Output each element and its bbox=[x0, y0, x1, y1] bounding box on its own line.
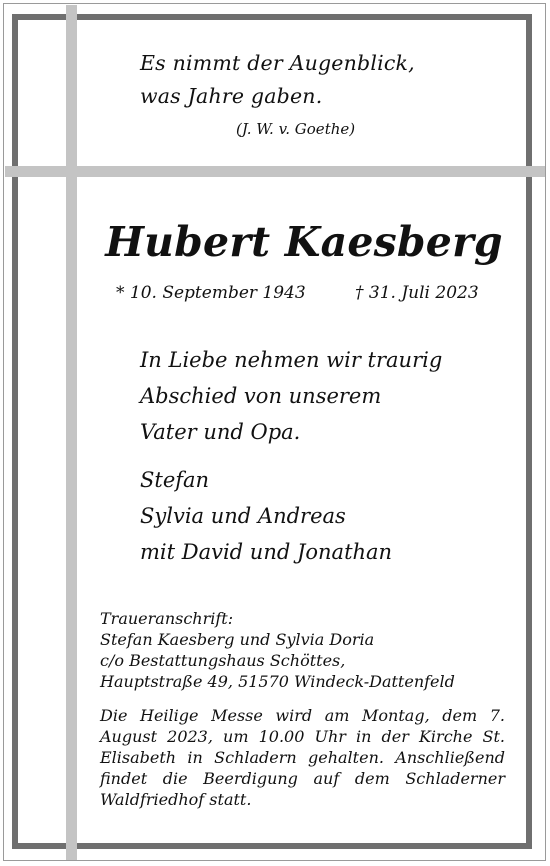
service-notice: Die Heilige Messe wird am Montag, dem 7. August 2023, um 10.00 Uhr in der Kirche St. Elisabeth in Schladern gehalten. Anschließend findet die Beerdigung auf dem Schladerner Waldfriedhof statt. bbox=[100, 706, 505, 809]
message-line-3: Vater und Opa. bbox=[140, 420, 301, 444]
family-line-2: Sylvia und Andreas bbox=[140, 504, 346, 528]
family-line-3: mit David und Jonathan bbox=[140, 540, 393, 564]
birth-date: * 10. September 1943 bbox=[116, 283, 306, 303]
address-line-2: c/o Bestattungshaus Schöttes, bbox=[100, 651, 346, 670]
message-line-1: In Liebe nehmen wir traurig bbox=[140, 348, 443, 372]
family-line-1: Stefan bbox=[140, 468, 210, 492]
quote-author: (J. W. v. Goethe) bbox=[236, 120, 356, 138]
quote-line-2: was Jahre gaben. bbox=[140, 84, 323, 108]
address-label: Traueranschrift: bbox=[100, 609, 234, 628]
quote-line-1: Es nimmt der Augenblick, bbox=[140, 51, 415, 75]
deceased-name: Hubert Kaesberg bbox=[105, 218, 503, 266]
address-line-3: Hauptstraße 49, 51570 Windeck-Dattenfeld bbox=[100, 672, 455, 691]
death-date: † 31. Juli 2023 bbox=[355, 283, 479, 303]
message-line-2: Abschied von unserem bbox=[140, 384, 382, 408]
cross-vertical-bar bbox=[66, 5, 77, 860]
cross-horizontal-bar bbox=[5, 166, 545, 177]
address-line-1: Stefan Kaesberg und Sylvia Doria bbox=[100, 630, 375, 649]
